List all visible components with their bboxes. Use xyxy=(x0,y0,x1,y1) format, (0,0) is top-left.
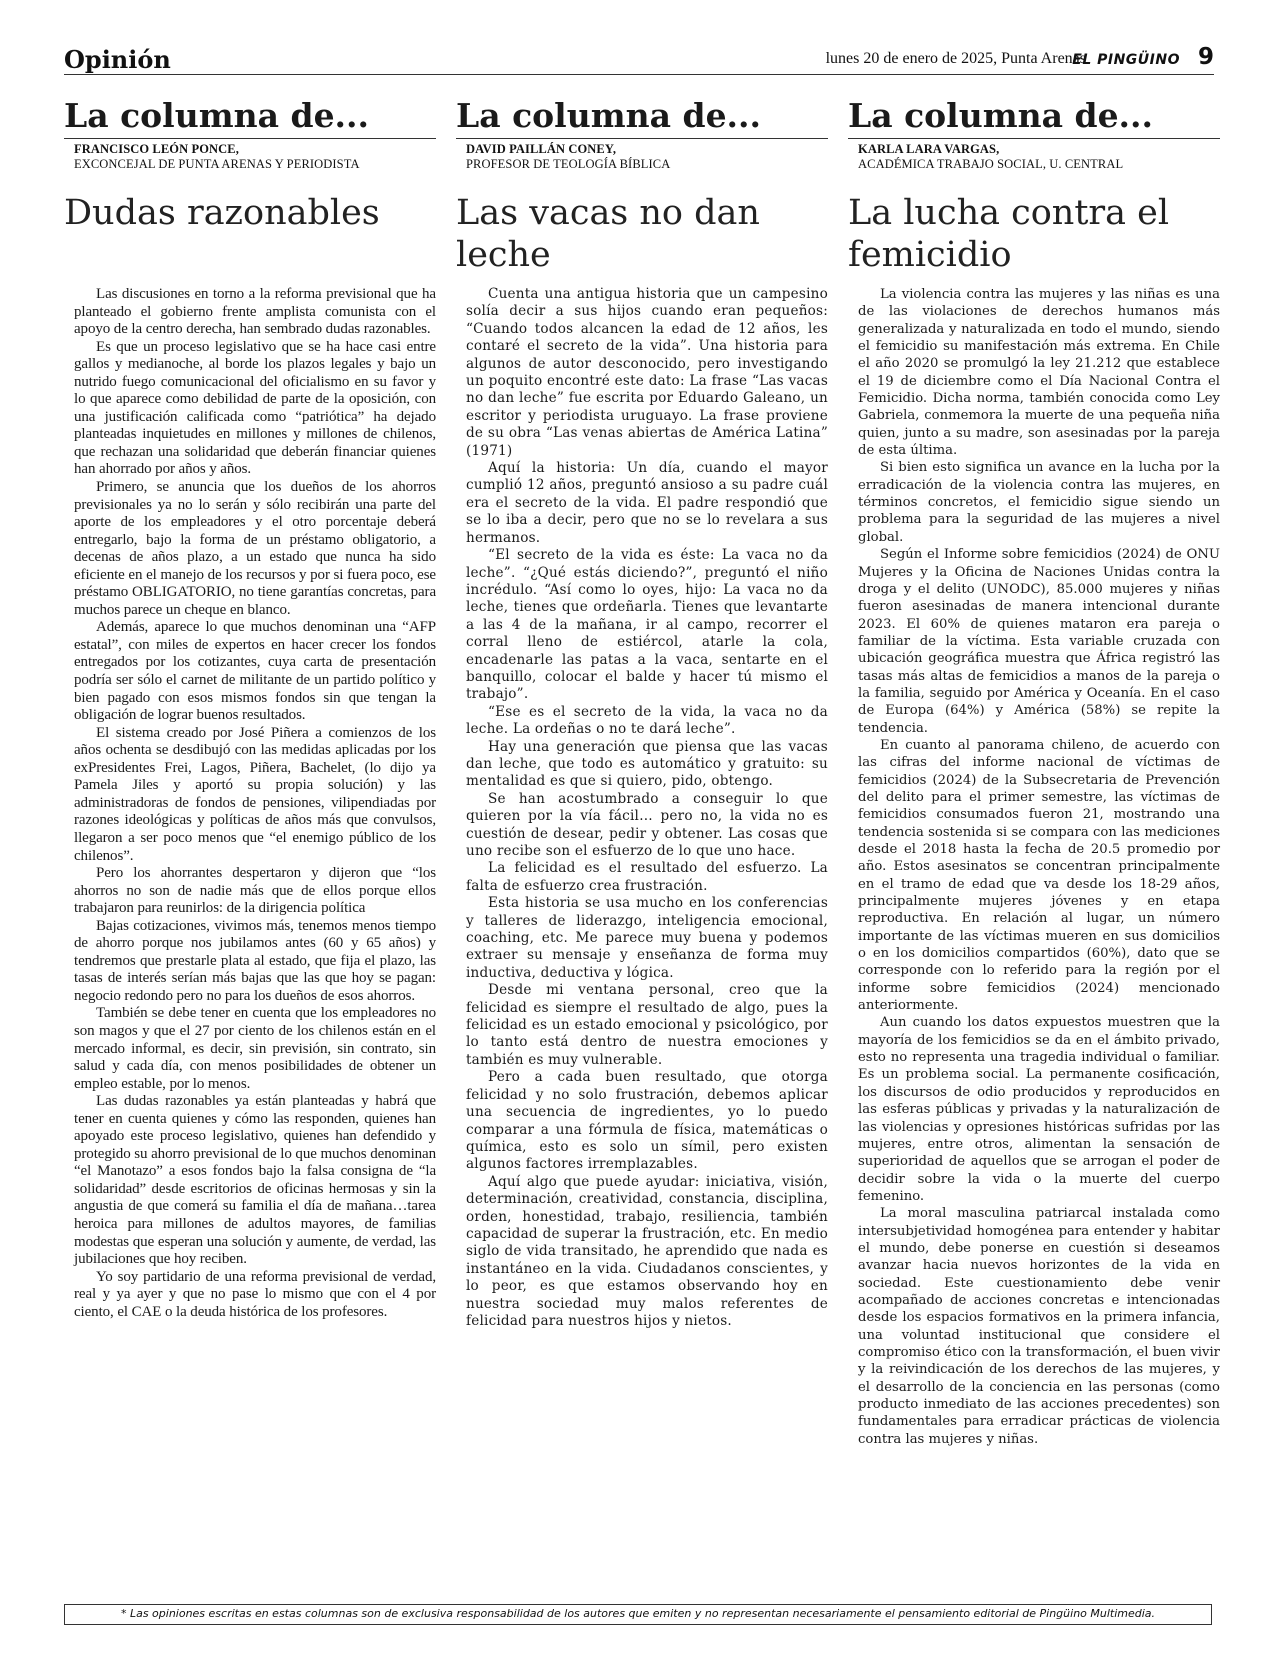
column-body xyxy=(74,286,436,1321)
column-body xyxy=(466,286,828,1330)
author-name: FRANCISCO LEÓN PONCE, xyxy=(74,142,239,156)
paragraph: La felicidad es el resultado del esfuerzo. La falta de esfuerzo crea frustración. xyxy=(466,860,828,894)
paragraph: Primero, se anuncia que los dueños de los ahorros previsionales ya no lo serán y sólo recibirán una parte del aporte de los empleadores y el otro porcentaje deberá entregarlo, bajo la forma de un préstamo obligatorio, a decenas de años plazo, a un estado que nunca ha sido eficiente en el manejo de los recursos y por si fuera poco, ese préstamo OBLIGATORIO, no tiene garantías concretas, para muchos parece un cheque en blanco. xyxy=(74,479,436,618)
paragraph: Según el Informe sobre femicidios (2024) de ONU Mujeres y la Oficina de Naciones Unidas contra la droga y el delito (UNODC), 85.000 mujeres y niñas fueron asesinadas de manera intencional durante 2023. El 60% de quienes mataron era pareja o familiar de la víctima. Esta variable cruzada con ubicación geográfica muestra que África registró las tasas más altas de femicidios a manos de la pareja o la familia, seguido por América y Oceanía. En el caso de Europa (64%) y América (58%) se repite la tendencia. xyxy=(858,547,1220,736)
paragraph: Hay una generación que piensa que las vacas dan leche, que todo es automático y gratuito: su mentalidad es que si quiero, pido, obtengo. xyxy=(466,738,828,790)
paragraph: Bajas cotizaciones, vivimos más, tenemos menos tiempo de ahorro porque nos jubilamos antes (60 y 65 años) y tendremos que prestarle plata al estado, que fija el plazo, las tasas de interés serían más bajas que las que hoy se pagan: negocio redondo pero no para los dueños de esos ahorros. xyxy=(74,917,436,1004)
author-role: ACADÉMICA TRABAJO SOCIAL, U. CENTRAL xyxy=(858,157,1124,171)
newspaper-logo: EL PINGÜINO xyxy=(1072,52,1180,68)
column-3 xyxy=(848,96,1220,1447)
paragraph: La moral masculina patriarcal instalada como intersubjetividad homogénea para entender y habitar el mundo, debe ponerse en cuestión si deseamos avanzar hacia nuevos horizontes de la vida en sociedad. Este cuestionamiento debe venir acompañado de acciones concretas e intencionadas desde los espacios formativos en la primera infancia, una voluntad institucional que considere el compromiso ético con la transformación, el buen vivir y la reivindicación de los derechos de las mujeres, y el desarrollo de la conciencia en las personas (como producto inmediato de las acciones precedentes) son fundamentales para erradicar prácticas de violencia contra las mujeres y niñas. xyxy=(858,1206,1220,1447)
column-title: Dudas razonables xyxy=(64,193,380,233)
author-byline xyxy=(466,142,828,172)
author-byline xyxy=(74,142,436,172)
paragraph: Aun cuando los datos expuestos muestren que la mayoría de los femicidios se da en el ámbito privado, esto no representa una tragedia individual o familiar. Es un problema social. La permanente cosificación, los discursos de odio producidos y reproducidos en las esferas públicas y privadas y la naturalización de las violencias y opresiones históricas sufridas por las mujeres, entre otros, alimentan la sensación de superioridad de aquellos que se arrogan el poder de decidir sobre la vida o la muerte del cuerpo femenino. xyxy=(858,1015,1220,1204)
author-role: EXCONCEJAL DE PUNTA ARENAS Y PERIODISTA xyxy=(74,157,360,171)
page-number: 9 xyxy=(1197,44,1214,70)
column-title: La lucha contra el femicidio xyxy=(848,193,1170,275)
column-kicker: La columna de... xyxy=(64,96,436,139)
column-body xyxy=(858,286,1220,1448)
paragraph: Desde mi ventana personal, creo que la felicidad es siempre el resultado de algo, pues la felicidad es un estado emocional y psicológico, por lo tanto está dentro de nuestra emociones y también es muy vulnerable. xyxy=(466,982,828,1068)
paragraph: La violencia contra las mujeres y las niñas es una de las violaciones de derechos humanos más generalizada y naturalizada en todo el mundo, siendo el femicidio su manifestación más extrema. En Chile el año 2020 se promulgó la ley 21.212 que establece el 19 de diciembre como el Día Nacional Contra el Femicidio. Dicha norma, también conocida como Ley Gabriela, conmemora la muerte de una pequeña niña quien, junto a su madre, son asesinadas por la pareja de esta última. xyxy=(858,287,1220,459)
editorial-disclaimer: * Las opiniones escritas en estas columnas son de exclusiva responsabilidad de los autores que emiten y no representan necesariamente el pensamiento editorial de Pingüino Multimedia. xyxy=(64,1604,1212,1625)
paragraph: También se debe tener en cuenta que los empleadores no son magos y que el 27 por ciento de los chilenos están en el mercado informal, es decir, sin previsión, sin contrato, sin salud y cada día, con menos posibilidades de obtener un empleo estable, por lo menos. xyxy=(74,1005,436,1092)
author-name: KARLA LARA VARGAS, xyxy=(858,142,1000,156)
paragraph: Las discusiones en torno a la reforma previsional que ha planteado el gobierno frente amplista comunista con el apoyo de la centro derecha, han sembrado dudas razonables. xyxy=(74,286,436,338)
paragraph: Aquí algo que puede ayudar: iniciativa, visión, determinación, creatividad, constancia, disciplina, orden, honestidad, trabajo, resiliencia, también capacidad de superar la frustración, etc. En medio siglo de vida transitado, he aprendido que nada es instantáneo en la vida. Ciudadanos conscientes, y lo peor, es que estamos observando hoy en nuestra sociedad muy malos referentes de felicidad para nuestros hijos y nietos. xyxy=(466,1173,828,1329)
paragraph: Además, aparece lo que muchos denominan una “AFP estatal”, con miles de expertos en hacer crecer los fondos entregados por los cotizantes, cuya carta de presentación podría ser sólo el carnet de militante de un partido político y bien pagado con esos mismos fondos sin que tengan la obligación de lograr buenos resultados. xyxy=(74,619,436,724)
paragraph: Pero los ahorrantes despertaron y dijeron que “los ahorros no son de nadie más que de ellos porque ellos trabajaron para reunirlos: de la dirigencia política xyxy=(74,865,436,917)
dateline: lunes 20 de enero de 2025, Punta Arenas xyxy=(825,50,1086,67)
paragraph: Si bien esto significa un avance en la lucha por la erradicación de la violencia contra las mujeres, en términos concretos, el femicidio sigue siendo un problema para la seguridad de las mujeres a nivel global. xyxy=(858,460,1220,545)
section-title: Opinión xyxy=(64,45,171,74)
column-title: Las vacas no dan leche xyxy=(456,193,760,275)
column-kicker: La columna de... xyxy=(848,96,1220,139)
paragraph: “El secreto de la vida es éste: La vaca no da leche”. “¿Qué estás diciendo?”, preguntó el niño incrédulo. “Así como lo oyes, hijo: La vaca no da leche, tienes que ordeñarla. Tienes que levantarte a las 4 de la mañana, ir al campo, recorrer el corral lleno de estiércol, atarle la cola, encadenarle las patas a la vaca, sentarte en el banquillo, colocar el balde y hacer tú mismo el trabajo”. xyxy=(466,547,828,703)
paragraph: Yo soy partidario de una reforma previsional de verdad, real y ya ayer y que no pase lo mismo que con el 4 por ciento, el CAE o la deuda histórica de los profesores. xyxy=(74,1268,436,1320)
author-byline xyxy=(858,142,1220,172)
paragraph: Se han acostumbrado a conseguir lo que quieren por la vía fácil… pero no, la vida no es cuestión de desear, pedir y obtener. Las cosas que uno recibe son el esfuerzo de lo que uno hace. xyxy=(466,790,828,859)
page-header xyxy=(64,44,1214,75)
column-2 xyxy=(456,96,828,1329)
paragraph: En cuanto al panorama chileno, de acuerdo con las cifras del informe nacional de víctimas de femicidios (2024) de la Subsecretaria de Prevención del delito para el primer semestre, las víctimas de femicidios consumados fueron 21, mostrando una tendencia sostenida si se compara con las mediciones desde el 2018 hasta la fecha de 20.5 promedio por año. Estos asesinatos se concentran principalmente en el tramo de edad que va desde los 18-29 años, principalmente mujeres jóvenes y en etapa reproductiva. En relación al lugar, un número importante de las víctimas mueren en sus domicilios o en los domicilios compartidos (60%), dato que se corresponde con lo referido para la región por el informe sobre femicidios (2024) mencionado anteriormente. xyxy=(858,737,1220,1014)
author-name: DAVID PAILLÁN CONEY, xyxy=(466,142,617,156)
paragraph: Pero a cada buen resultado, que otorga felicidad y no solo frustración, debemos aplicar una secuencia de ingredientes, yo lo puedo comparar a una fórmula de física, matemáticas o química, esto es solo un símil, pero existen algunos factores irremplazables. xyxy=(466,1069,828,1173)
paragraph: Esta historia se usa mucho en los conferencias y talleres de liderazgo, inteligencia emocional, coaching, etc. Me parece muy buena y podemos extraer su mensaje y enseñanza de forma muy inductiva, deductiva y lógica. xyxy=(466,895,828,981)
author-role: PROFESOR DE TEOLOGÍA BÍBLICA xyxy=(466,157,671,171)
column-kicker: La columna de... xyxy=(456,96,828,139)
paragraph: Cuenta una antigua historia que un campesino solía decir a sus hijos cuando eran pequeños: “Cuando todos alcancen la edad de 12 años, les contaré el secreto de la vida”. Una historia para algunos de autor desconocido, pero investigando un poquito encontré este dato: La frase “Las vacas no dan leche” fue escrita por Eduardo Galeano, un escritor y periodista uruguayo. La frase proviene de su obra “Las venas abiertas de América Latina” (1971) xyxy=(466,286,828,459)
paragraph: Las dudas razonables ya están planteadas y habrá que tener en cuenta quienes y cómo las responden, quienes han apoyado este proceso legislativo, quienes han defendido y protegido su ahorro previsional de lo que muchos denominan “el Manotazo” a esos fondos bajo la falsa consigna de “la solidaridad” desde escritorios de oficinas hermosas y sin la angustia de que comerá su familia el día de mañana…tarea heroica para millones de adultos mayores, de familias modestas que esperan una solución y aumente, de verdad, las jubilaciones que hoy reciben. xyxy=(74,1093,436,1268)
column-1 xyxy=(64,96,436,1320)
paragraph: “Ese es el secreto de la vida, la vaca no da leche. La ordeñas o no te dará leche”. xyxy=(466,703,828,738)
paragraph: El sistema creado por José Piñera a comienzos de los años ochenta se desdibujó con las medidas aplicadas por los exPresidentes Frei, Lagos, Piñera, Bachelet, (lo dijo ya Pamela Jiles y aportó su propia solución) y las administradoras de fondos de pensiones, vilipendiadas por razones ideológicas y políticas de años más que convulsos, llegaron a ser poco menos que “el enemigo público de los chilenos”. xyxy=(74,724,436,864)
paragraph: Aquí la historia: Un día, cuando el mayor cumplió 12 años, preguntó ansioso a su padre cuál era el secreto de la vida. El padre respondió que se lo iba a decir, pero que no se lo revelara a sus hermanos. xyxy=(466,460,828,546)
paragraph: Es que un proceso legislativo que se ha hace casi entre gallos y medianoche, al borde los plazos legales y bajo un nutrido fuego comunicacional del oficialismo en su favor y lo que aparece como debilidad de parte de la oposición, con una justificación calificada como “patriótica” ha dejado planteadas inquietudes en millones y millones de chilenos, que rechazan una solidaridad que deberán financiar quienes han ahorrado por años y años. xyxy=(74,338,436,478)
